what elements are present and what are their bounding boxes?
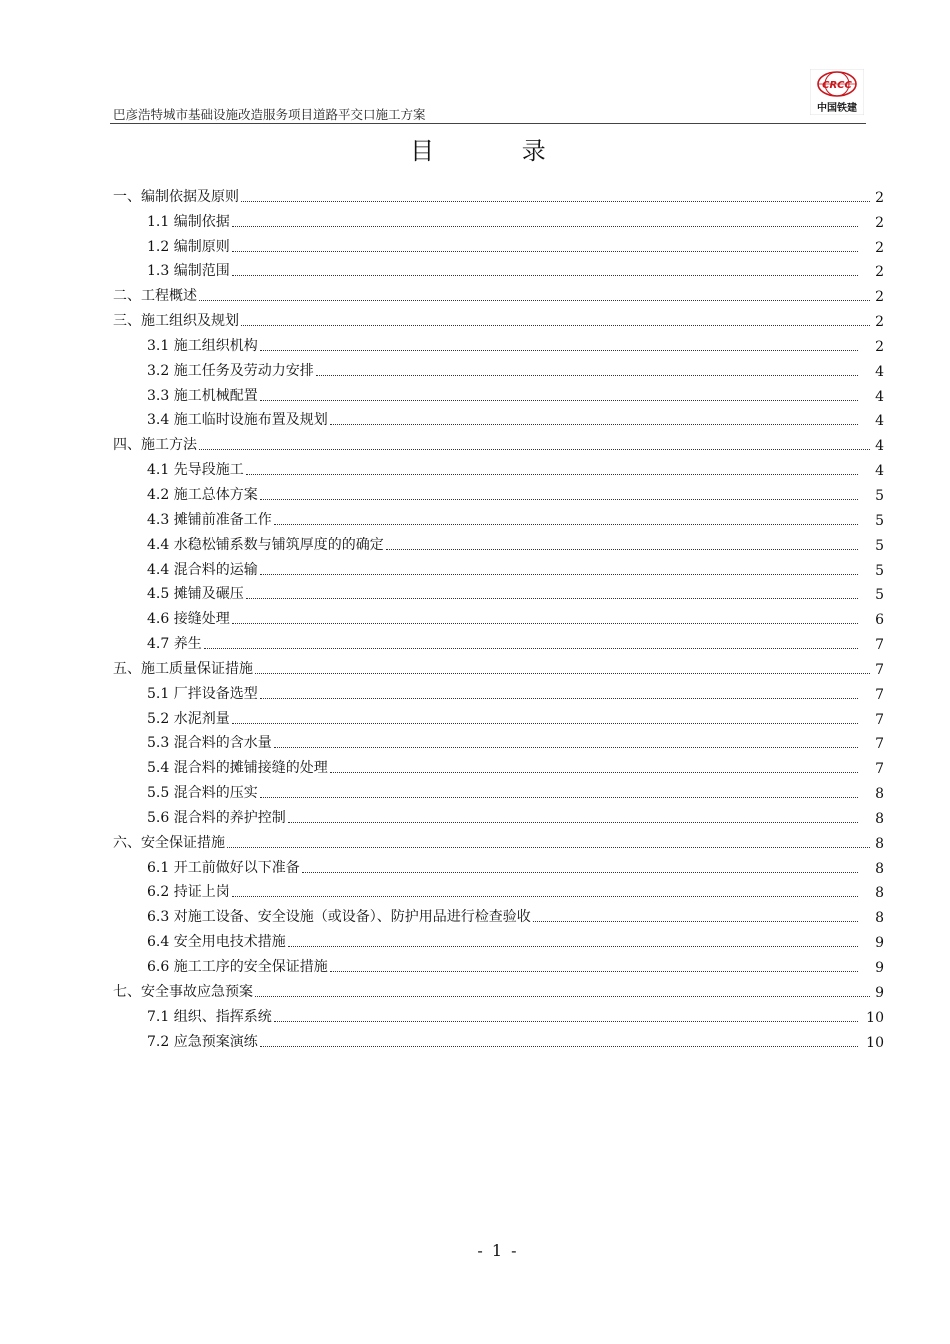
toc-entry-label: 6.2 持证上岗 [147,884,230,901]
toc-entry-page: 7 [875,761,884,778]
toc-entry-page: 4 [875,388,884,405]
toc-dot-leader [302,872,858,873]
toc-entry-page: 7 [875,637,884,654]
toc-entry[interactable] [113,603,884,628]
toc-entry[interactable] [113,1026,884,1051]
toc-entry[interactable] [113,951,884,976]
toc-entry-label: 7.1 组织、指挥系统 [147,1008,272,1025]
toc-entry-page: 8 [875,810,884,827]
toc-dot-leader [232,251,858,252]
toc-entry-label: 3.1 施工组织机构 [147,337,258,354]
toc-entry-page: 4 [875,413,884,430]
toc-entry[interactable] [113,852,884,877]
toc-entry-page: 8 [875,835,884,852]
toc-entry[interactable] [113,752,884,777]
toc-entry-page: 8 [875,860,884,877]
toc-entry-label: 4.7 养生 [147,636,202,653]
toc-entry-page: 2 [875,189,884,206]
toc-entry[interactable] [113,728,884,753]
toc-dot-leader [533,921,858,922]
toc-entry[interactable] [113,429,884,454]
toc-entry-label: 4.2 施工总体方案 [147,486,258,503]
toc-entry-label: 4.5 摊铺及碾压 [147,586,244,603]
toc-dot-leader [232,623,858,624]
toc-dot-leader [274,524,858,525]
toc-entry-page: 10 [866,1034,884,1051]
toc-entry[interactable] [113,454,884,479]
toc-dot-leader [232,275,858,276]
toc-entry[interactable] [113,280,884,305]
logo-company-name: 中国铁建 [817,103,857,114]
toc-dot-leader [260,350,858,351]
toc-entry-page: 2 [875,214,884,231]
toc-entry-label: 6.6 施工工序的安全保证措施 [147,959,328,975]
toc-dot-leader [316,375,858,376]
toc-entry[interactable] [113,380,884,405]
toc-dot-leader [199,449,870,450]
toc-entry-label: 4.3 摊铺前准备工作 [147,511,272,528]
toc-entry[interactable] [113,355,884,380]
toc-entry-page: 5 [875,512,884,529]
toc-entry[interactable] [113,405,884,430]
toc-dot-leader [246,598,858,599]
toc-dot-leader [232,226,858,227]
toc-entry[interactable] [113,554,884,579]
toc-entry-page: 5 [875,537,884,554]
toc-entry-page: 7 [875,661,884,678]
toc-dot-leader [255,673,870,674]
toc-dot-leader [386,549,858,550]
toc-dot-leader [330,424,858,425]
toc-dot-leader [227,847,870,848]
toc-entry-page: 8 [875,885,884,902]
toc-entry[interactable] [113,206,884,231]
toc-entry-page: 4 [875,463,884,480]
toc-entry-page: 2 [875,314,884,331]
toc-entry-page: 9 [875,935,884,952]
toc-dot-leader [330,772,858,773]
toc-entry[interactable] [113,256,884,281]
toc-entry-page: 8 [875,910,884,927]
toc-dot-leader [199,300,870,301]
toc-entry-page: 4 [875,363,884,380]
toc-entry-page: 9 [875,960,884,976]
toc-entry-label: 5.2 水泥剂量 [147,710,230,727]
toc-entry-label: 5.5 混合料的压实 [147,785,258,802]
toc-entry-page: 5 [875,487,884,504]
toc-entry[interactable] [113,330,884,355]
toc-entry-label: 3.3 施工机械配置 [147,387,258,404]
toc-entry[interactable] [113,777,884,802]
toc-dot-leader [241,325,870,326]
toc-dot-leader [260,698,858,699]
toc-entry-label: 4.4 混合料的运输 [147,561,258,578]
toc-entry-label: 6.3 对施工设备、安全设施（或设备）、防护用品进行检查验收 [147,909,531,926]
toc-entry[interactable] [113,877,884,902]
toc-entry-page: 10 [866,1009,884,1026]
toc-entry-page: 2 [875,239,884,256]
toc-entry-label: 1.3 编制范围 [147,263,230,280]
toc-entry-label: 四、施工方法 [113,437,197,454]
toc-entry[interactable] [113,479,884,504]
toc-dot-leader [260,797,858,798]
toc-entry-label: 6.4 安全用电技术措施 [147,934,286,951]
toc-entry[interactable] [113,1001,884,1026]
toc-entry-label: 1.1 编制依据 [147,213,230,230]
toc-entry-label: 5.1 厂拌设备选型 [147,685,258,702]
toc-entry[interactable] [113,827,884,852]
toc-entry-label: 5.3 混合料的含水量 [147,735,272,752]
toc-entry-label: 1.2 编制原则 [147,238,230,255]
toc-entry-page: 7 [875,736,884,753]
toc-entry-label: 6.1 开工前做好以下准备 [147,859,300,876]
toc-title: 目 录 [410,137,586,165]
toc-entry-page: 2 [875,338,884,355]
toc-entry-label: 7.2 应急预案演练 [147,1033,258,1050]
toc-entry-label: 二、工程概述 [113,288,197,305]
toc-dot-leader [260,1046,858,1047]
toc-entry[interactable] [113,579,884,604]
logo-abbreviation: CRCC [822,80,852,91]
toc-entry[interactable] [113,802,884,827]
toc-entry-label: 5.6 混合料的养护控制 [147,809,286,826]
toc-entry-label: 4.6 接缝处理 [147,611,230,628]
toc-entry[interactable] [113,305,884,330]
toc-entry-page: 6 [875,612,884,629]
toc-dot-leader [288,946,858,947]
toc-dot-leader [204,648,858,649]
toc-entry[interactable] [113,678,884,703]
toc-entry-page: 7 [875,686,884,703]
page-number: - 1 - [477,1241,519,1260]
toc-entry-label: 3.4 施工临时设施布置及规划 [147,412,328,429]
toc-dot-leader [274,1021,858,1022]
toc-entry-label: 五、施工质量保证措施 [113,660,253,677]
toc-entry-page: 5 [875,562,884,579]
toc-entry[interactable] [113,703,884,728]
toc-entry-label: 七、安全事故应急预案 [113,983,253,1000]
document-header-title: 巴彦浩特城市基础设施改造服务项目道路平交口施工方案 [113,107,426,122]
toc-entry[interactable] [113,628,884,653]
toc-dot-leader [260,400,858,401]
toc-dot-leader [255,996,870,997]
toc-entry[interactable] [113,926,884,951]
toc-entry[interactable] [113,504,884,529]
toc-dot-leader [330,971,858,972]
table-of-contents [113,181,884,1051]
toc-entry-label: 六、安全保证措施 [113,834,225,851]
toc-entry-page: 4 [875,438,884,455]
toc-dot-leader [241,201,870,202]
toc-entry-label: 4.4 水稳松铺系数与铺筑厚度的的确定 [147,536,384,553]
toc-entry[interactable] [113,529,884,554]
toc-dot-leader [260,574,858,575]
toc-entry-page: 2 [875,289,884,306]
header-divider [110,123,866,124]
toc-entry-page: 8 [875,786,884,803]
toc-entry[interactable] [113,976,884,1001]
toc-entry-page: 7 [875,711,884,728]
toc-entry[interactable] [113,653,884,678]
toc-dot-leader [232,896,858,897]
toc-dot-leader [288,822,858,823]
toc-dot-leader [246,474,858,475]
toc-entry-page: 9 [875,984,884,1001]
toc-entry-label: 5.4 混合料的摊铺接缝的处理 [147,760,328,777]
toc-entry-label: 3.2 施工任务及劳动力安排 [147,362,314,379]
toc-entry[interactable] [113,901,884,926]
toc-entry-page: 2 [875,264,884,281]
toc-entry-label: 一、编制依据及原则 [113,188,239,205]
toc-dot-leader [232,723,858,724]
toc-entry-page: 5 [875,587,884,604]
toc-entry[interactable] [113,181,884,206]
crcc-logo [810,69,864,115]
toc-entry-label: 三、施工组织及规划 [113,313,239,330]
toc-entry-label: 4.1 先导段施工 [147,462,244,479]
toc-entry[interactable] [113,231,884,256]
toc-dot-leader [260,499,858,500]
toc-dot-leader [274,747,858,748]
